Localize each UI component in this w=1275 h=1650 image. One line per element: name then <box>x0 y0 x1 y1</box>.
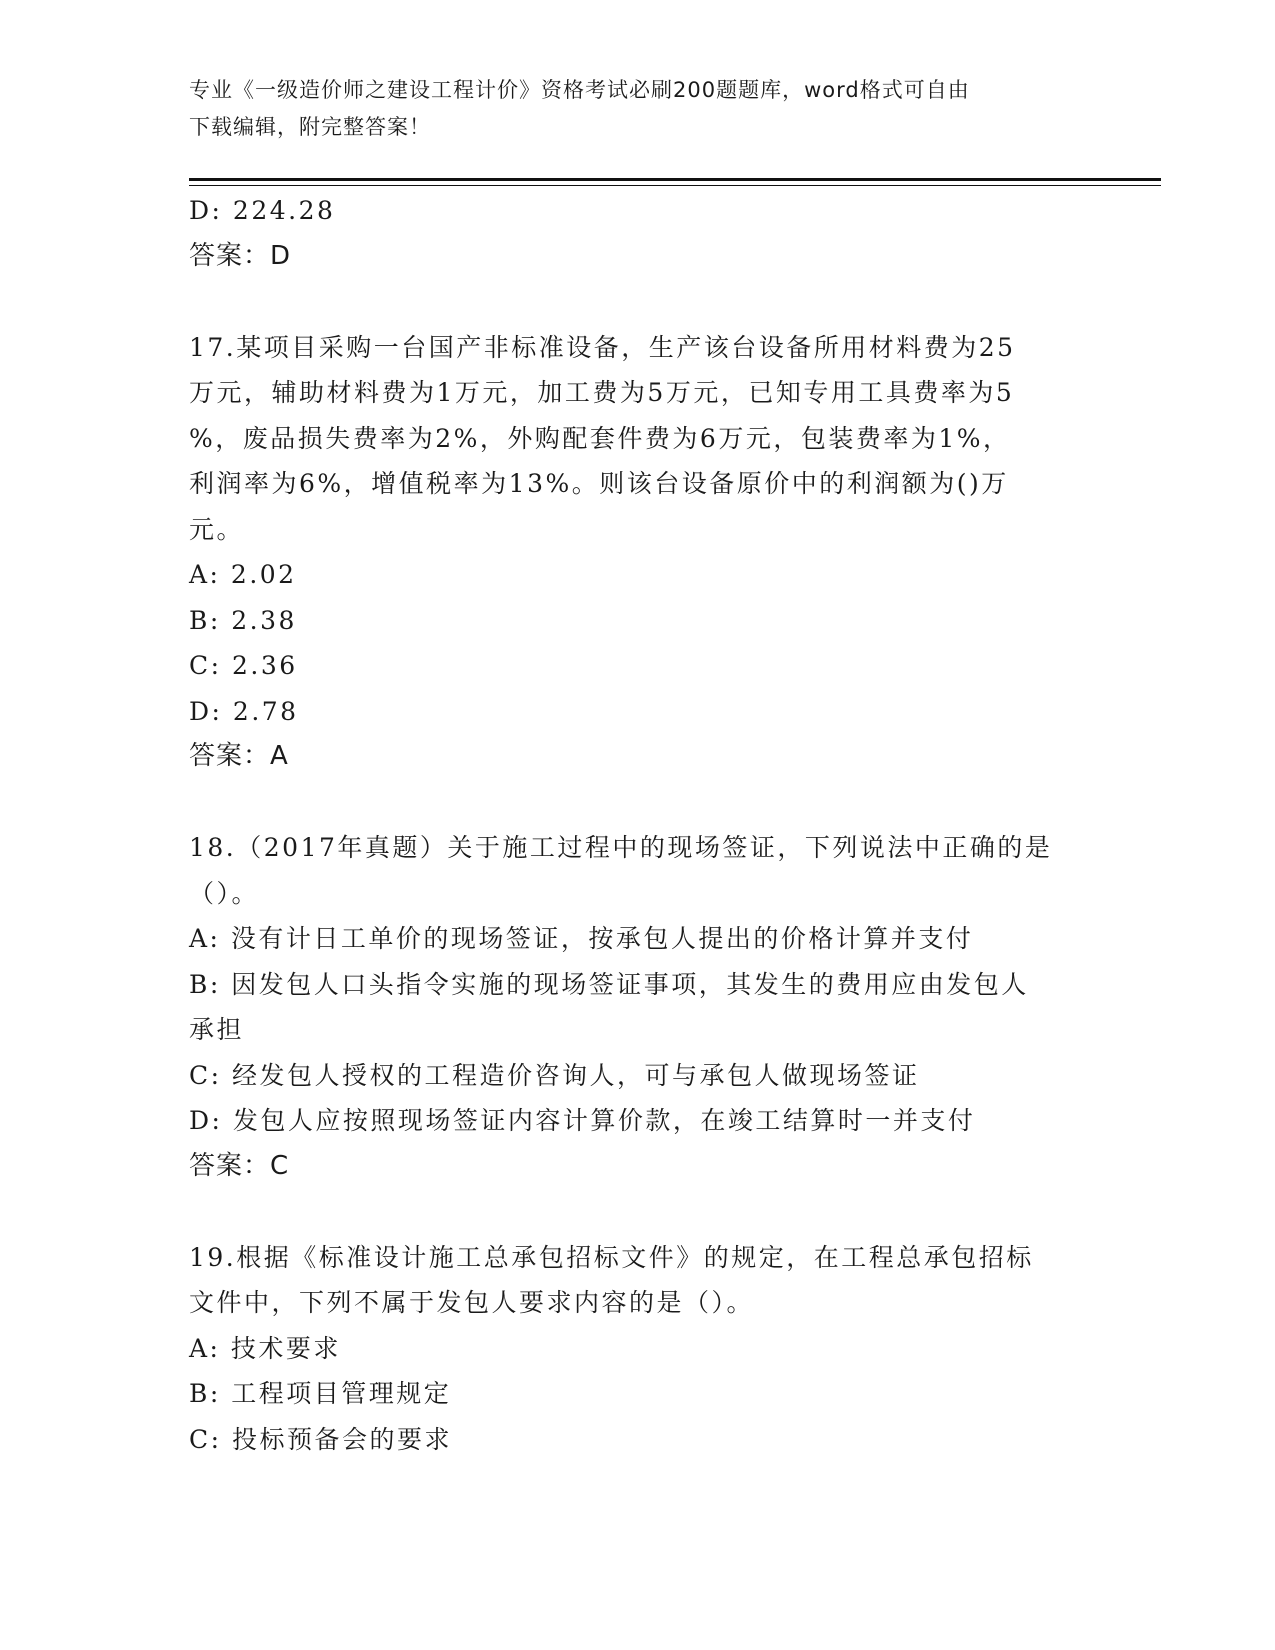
question-text-line: 19.根据《标准设计施工总承包招标文件》的规定，在工程总承包招标 <box>189 1242 1034 1272</box>
question-text-line: 文件中，下列不属于发包人要求内容的是（）。 <box>189 1288 755 1317</box>
question-text-line: %，废品损失费率为2%，外购配套件费为6万元，包装费率为1%， <box>189 423 1011 453</box>
header-rule-thin <box>189 185 1161 186</box>
question-text-line: （）。 <box>189 878 260 908</box>
header-line-2: 下载编辑，附完整答案！ <box>189 115 431 139</box>
question-text-line: 万元，辅助材料费为1万元，加工费为5万元，已知专用工具费率为5 <box>189 378 1015 407</box>
option-b: B: 2.38 <box>189 605 297 635</box>
option-a: A: 没有计日工单价的现场签证，按承包人提出的价格计算并支付 <box>189 924 974 953</box>
option-a: A: 2.02 <box>189 560 297 589</box>
option-c: C: 经发包人授权的工程造价咨询人，可与承包人做现场签证 <box>189 1060 920 1090</box>
spacer <box>189 1189 1089 1235</box>
answer: 答案：A <box>189 741 289 771</box>
option-d: D: 发包人应按照现场签证内容计算价款，在竣工结算时一并支付 <box>189 1106 976 1135</box>
question-text-line: 元。 <box>189 514 245 544</box>
question-text-line: 利润率为6%，增值税率为13%。则该台设备原价中的利润额为()万 <box>189 469 1009 498</box>
question-text-line: 18.（2017年真题）关于施工过程中的现场签证，下列说法中正确的是 <box>189 833 1053 862</box>
question-18 <box>189 825 1089 1189</box>
spacer <box>189 279 1089 325</box>
page-header <box>189 72 1089 146</box>
header-line-1: 专业《一级造价师之建设工程计价》资格考试必刷200题题库，word格式可自由 <box>189 78 970 102</box>
option-c: C: 投标预备会的要求 <box>189 1424 452 1454</box>
prev-option-d: D: 224.28 <box>189 196 336 225</box>
answer: 答案：C <box>189 1150 290 1181</box>
option-b: B: 工程项目管理规定 <box>189 1379 452 1408</box>
header-rule-thick <box>189 178 1161 181</box>
option-a: A: 技术要求 <box>189 1333 341 1363</box>
spacer <box>189 780 1089 826</box>
question-17 <box>189 325 1089 780</box>
option-b-continued: 承担 <box>189 1015 245 1044</box>
option-d: D: 2.78 <box>189 696 299 726</box>
question-19 <box>189 1235 1089 1463</box>
option-b: B: 因发包人口头指令实施的现场签证事项，其发生的费用应由发包人 <box>189 969 1029 999</box>
question-content <box>189 188 1089 1462</box>
option-c: C: 2.36 <box>189 651 298 680</box>
prev-answer: 答案：D <box>189 240 292 271</box>
question-text-line: 17.某项目采购一台国产非标准设备，生产该台设备所用材料费为25 <box>189 332 1016 362</box>
